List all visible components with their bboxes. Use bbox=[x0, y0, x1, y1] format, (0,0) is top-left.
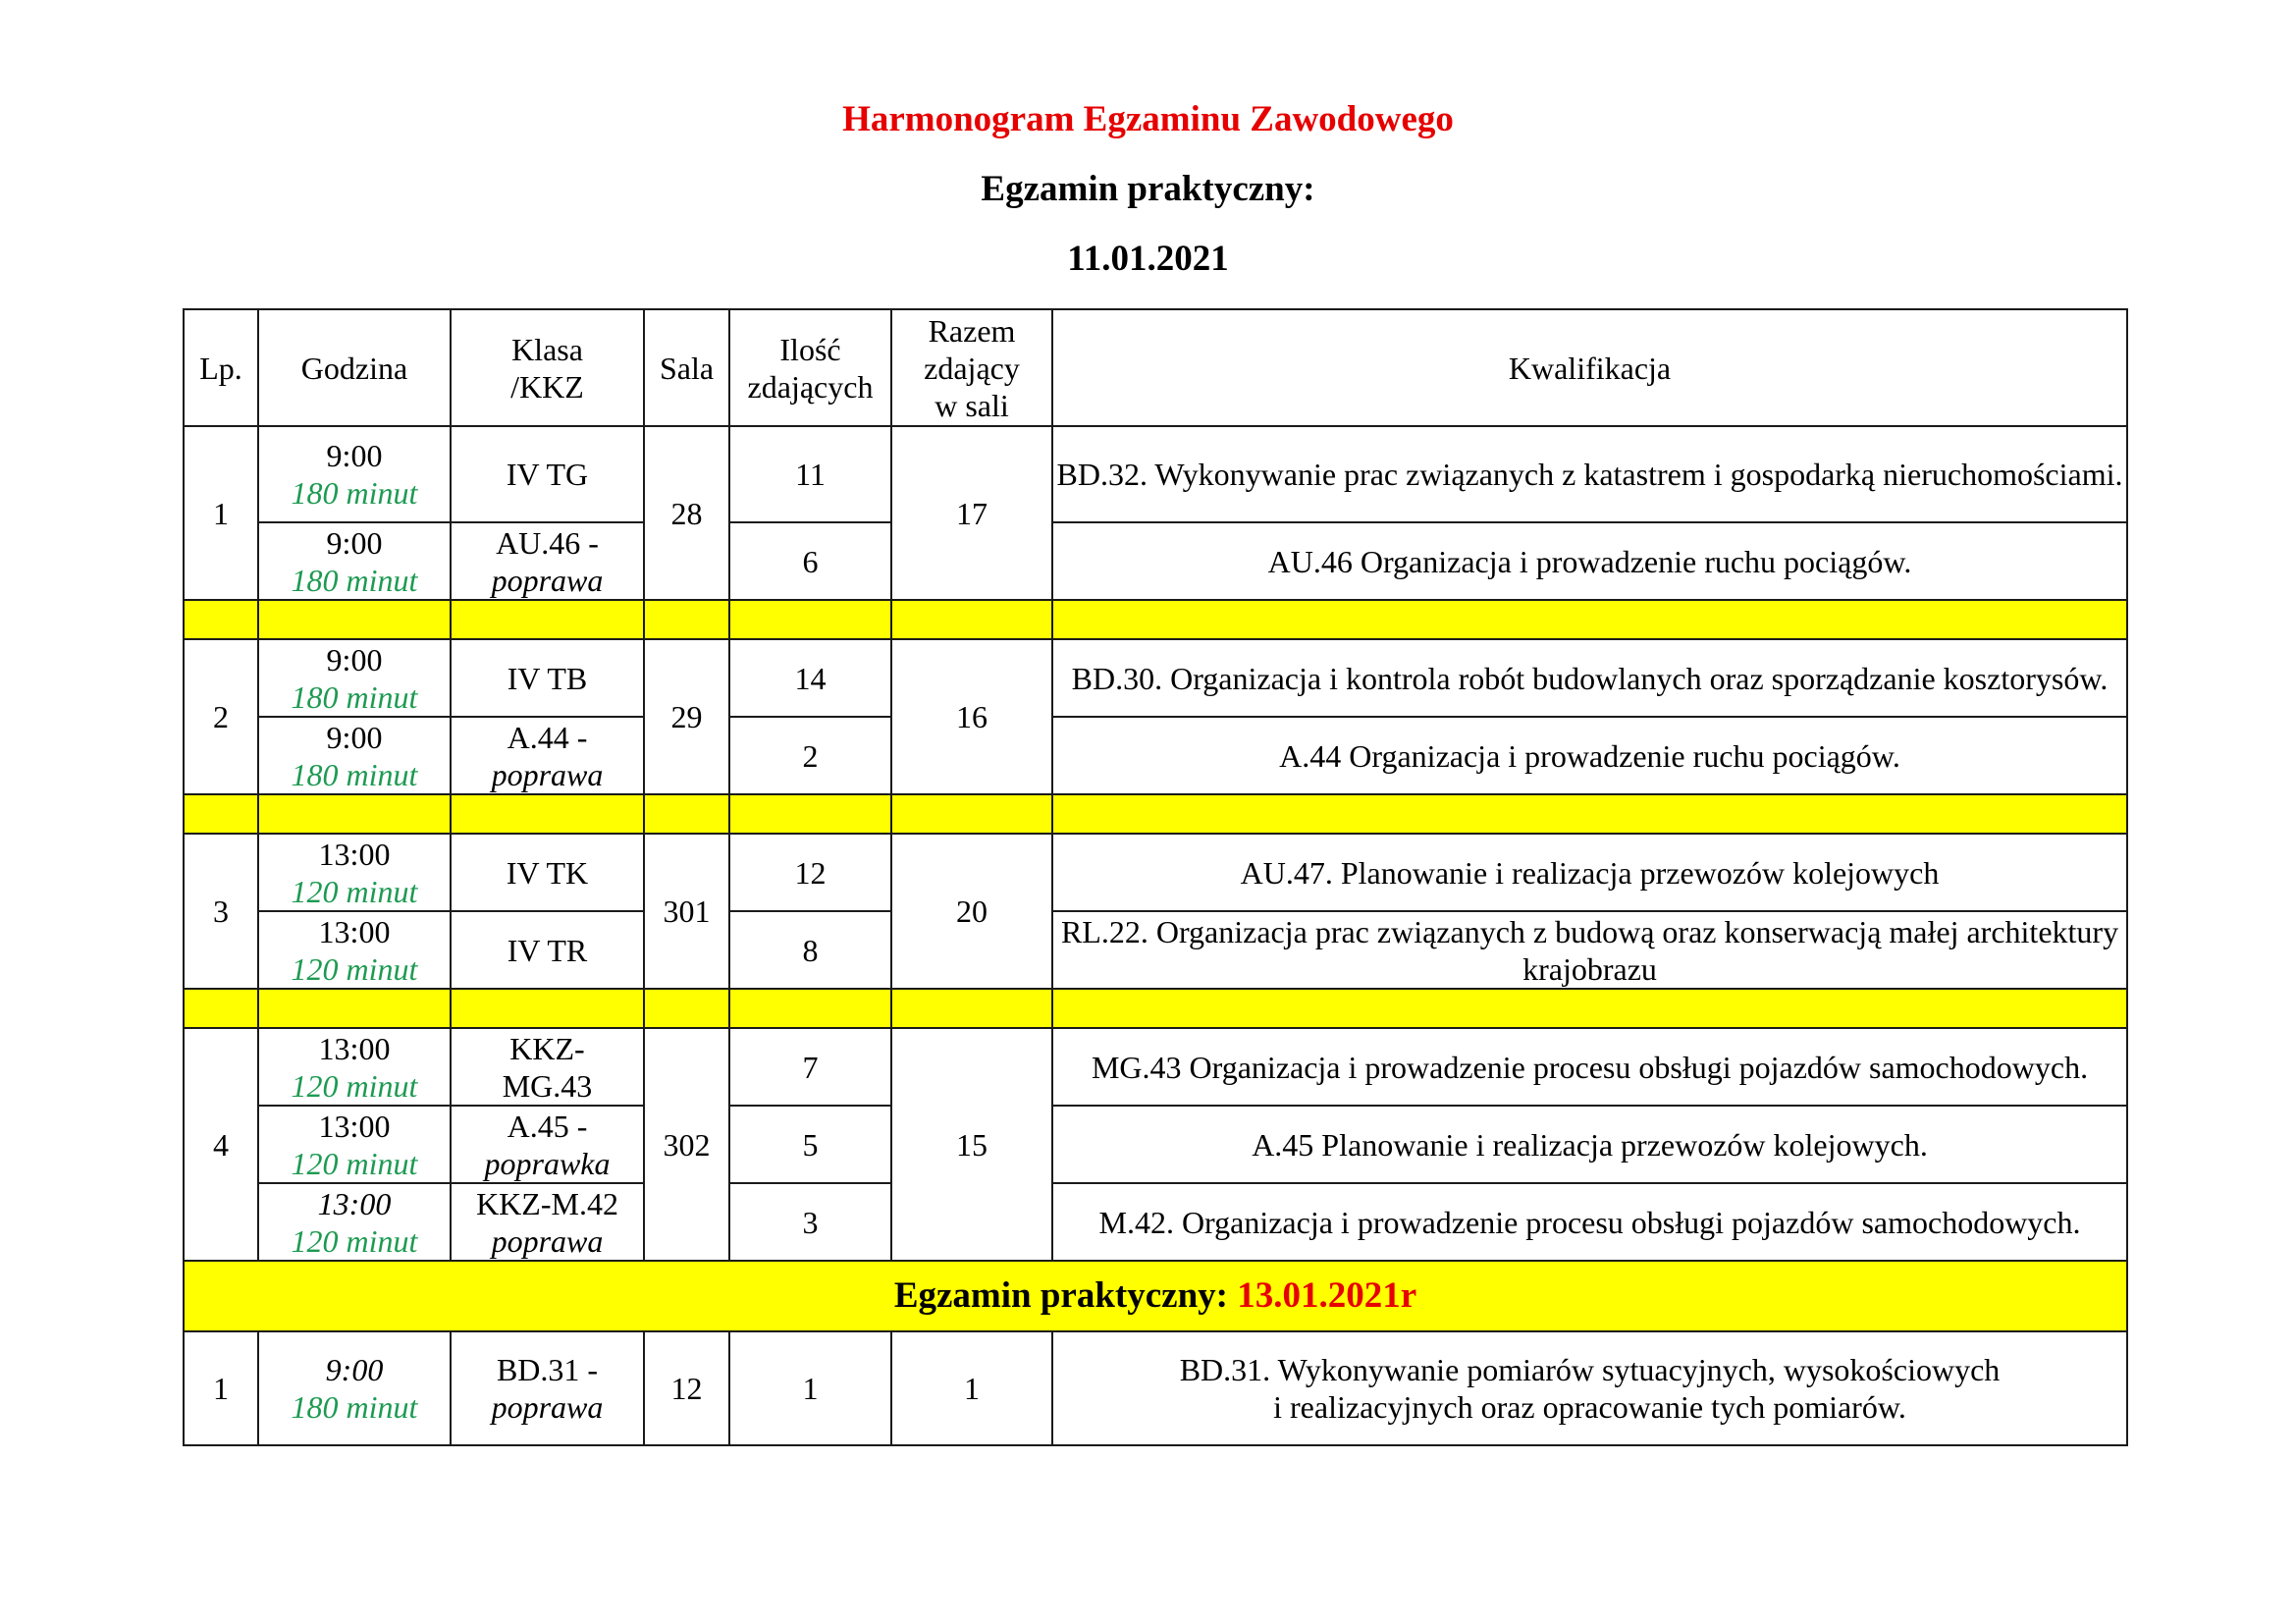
klasa-line2: MG.43 bbox=[502, 1067, 593, 1104]
ilosc-cell: 12 bbox=[729, 834, 891, 911]
klasa-line2: poprawa bbox=[491, 756, 604, 792]
col-header-klasa bbox=[451, 309, 644, 426]
ilosc-cell: 3 bbox=[729, 1183, 891, 1261]
second-exam-label: Egzamin praktyczny: bbox=[893, 1275, 1228, 1316]
ilosc-cell: 11 bbox=[729, 426, 891, 522]
separator-row bbox=[184, 794, 2127, 834]
duration: 120 minut bbox=[291, 1222, 418, 1259]
duration: 180 minut bbox=[291, 756, 418, 792]
second-exam-date: 13.01.2021r bbox=[1237, 1275, 1417, 1316]
separator-row bbox=[184, 600, 2127, 639]
col-header-godzina: Godzina bbox=[258, 309, 451, 426]
separator-row bbox=[184, 989, 2127, 1028]
klasa-cell bbox=[451, 1028, 644, 1106]
kwalifikacja-cell: M.42. Organizacja i prowadzenie procesu obsługi pojazdów samochodowych. bbox=[1052, 1183, 2127, 1261]
table-row bbox=[184, 426, 2127, 522]
time: 9:00 bbox=[326, 719, 383, 755]
ilosc-cell: 5 bbox=[729, 1106, 891, 1183]
klasa-cell bbox=[451, 834, 644, 911]
klasa-cell bbox=[451, 1106, 644, 1183]
row-razem: 1 bbox=[891, 1331, 1052, 1445]
time-cell bbox=[258, 911, 451, 989]
col-header-lp: Lp. bbox=[184, 309, 258, 426]
table-row bbox=[184, 1106, 2127, 1183]
klasa-cell bbox=[451, 639, 644, 717]
klasa-cell bbox=[451, 911, 644, 989]
schedule-table bbox=[183, 308, 2128, 1446]
klasa-line2: poprawa bbox=[491, 1389, 604, 1425]
kwalifikacja-cell: AU.46 Organizacja i prowadzenie ruchu pociągów. bbox=[1052, 522, 2127, 600]
duration: 120 minut bbox=[291, 1067, 418, 1104]
klasa-line1: BD.31 - bbox=[496, 1352, 599, 1387]
col-header-ilosc bbox=[729, 309, 891, 426]
kwalifikacja-cell: A.45 Planowanie i realizacja przewozów kolejowych. bbox=[1052, 1106, 2127, 1183]
duration: 180 minut bbox=[291, 475, 418, 511]
duration: 120 minut bbox=[291, 950, 418, 987]
col-header-razem-line2: zdający bbox=[924, 350, 1020, 386]
klasa-cell bbox=[451, 426, 644, 522]
klasa-cell bbox=[451, 522, 644, 600]
table-row bbox=[184, 1183, 2127, 1261]
time-cell bbox=[258, 639, 451, 717]
col-header-ilosc-line2: zdających bbox=[747, 368, 874, 405]
duration: 180 minut bbox=[291, 562, 418, 598]
klasa-cell bbox=[451, 1183, 644, 1261]
group-razem: 15 bbox=[891, 1028, 1052, 1261]
klasa-line2: poprawa bbox=[491, 562, 604, 598]
time-cell bbox=[258, 717, 451, 794]
group-razem: 20 bbox=[891, 834, 1052, 989]
kwalifikacja-line2: i realizacyjnych oraz opracowanie tych pomiarów. bbox=[1273, 1389, 1906, 1425]
klasa-line1: IV TB bbox=[507, 660, 588, 696]
ilosc-cell: 2 bbox=[729, 717, 891, 794]
klasa-line1: A.44 - bbox=[507, 719, 588, 755]
col-header-razem bbox=[891, 309, 1052, 426]
group-sala: 29 bbox=[644, 639, 729, 794]
kwalifikacja-cell: BD.30. Organizacja i kontrola robót budowlanych oraz sporządzanie kosztorysów. bbox=[1052, 639, 2127, 717]
group-sala: 28 bbox=[644, 426, 729, 600]
ilosc-cell: 7 bbox=[729, 1028, 891, 1106]
table-row bbox=[184, 911, 2127, 989]
ilosc-cell: 6 bbox=[729, 522, 891, 600]
col-header-klasa-line2: /KKZ bbox=[510, 368, 584, 405]
col-header-razem-line3: w sali bbox=[934, 387, 1009, 423]
col-header-sala: Sala bbox=[644, 309, 729, 426]
kwalifikacja-cell: MG.43 Organizacja i prowadzenie procesu obsługi pojazdów samochodowych. bbox=[1052, 1028, 2127, 1106]
time: 9:00 bbox=[326, 524, 383, 561]
page-subtitle: Egzamin praktyczny: bbox=[981, 169, 1315, 209]
col-header-kwalifikacja: Kwalifikacja bbox=[1052, 309, 2127, 426]
klasa-line1: IV TG bbox=[506, 457, 589, 492]
page-title: Harmonogram Egzaminu Zawodowego bbox=[842, 99, 1454, 139]
row-lp: 1 bbox=[184, 1331, 258, 1445]
klasa-cell bbox=[451, 717, 644, 794]
time: 9:00 bbox=[326, 438, 383, 473]
col-header-razem-line1: Razem bbox=[928, 312, 1016, 349]
klasa-line2: poprawka bbox=[484, 1145, 611, 1181]
table-row bbox=[184, 834, 2127, 911]
group-razem: 17 bbox=[891, 426, 1052, 600]
klasa-line1: A.45 - bbox=[507, 1108, 588, 1144]
duration: 120 minut bbox=[291, 873, 418, 909]
kwalifikacja-cell: AU.47. Planowanie i realizacja przewozów kolejowych bbox=[1052, 834, 2127, 911]
time: 13:00 bbox=[318, 1030, 391, 1066]
klasa-line1: KKZ- bbox=[509, 1030, 585, 1066]
time-cell bbox=[258, 1106, 451, 1183]
time: 9:00 bbox=[325, 1352, 384, 1387]
col-header-klasa-line1: Klasa bbox=[511, 331, 583, 367]
duration: 180 minut bbox=[291, 1389, 418, 1425]
time: 13:00 bbox=[318, 1108, 391, 1144]
time: 13:00 bbox=[318, 836, 391, 872]
ilosc-cell: 8 bbox=[729, 911, 891, 989]
group-lp: 4 bbox=[184, 1028, 258, 1261]
ilosc-cell: 1 bbox=[729, 1331, 891, 1445]
group-lp: 2 bbox=[184, 639, 258, 794]
time-cell bbox=[258, 522, 451, 600]
time-cell bbox=[258, 1028, 451, 1106]
time: 13:00 bbox=[318, 913, 391, 949]
col-header-ilosc-line1: Ilość bbox=[779, 331, 841, 367]
kwalifikacja-cell: RL.22. Organizacja prac związanych z budową oraz konserwacją małej architektury krajobrazu bbox=[1052, 911, 2127, 989]
group-razem: 16 bbox=[891, 639, 1052, 794]
table-row bbox=[184, 639, 2127, 717]
duration: 180 minut bbox=[291, 678, 418, 715]
time-cell bbox=[258, 426, 451, 522]
row-sala: 12 bbox=[644, 1331, 729, 1445]
duration: 120 minut bbox=[291, 1145, 418, 1181]
klasa-line2: poprawa bbox=[491, 1222, 604, 1259]
group-lp: 1 bbox=[184, 426, 258, 600]
kwalifikacja-cell: BD.32. Wykonywanie prac związanych z katastrem i gospodarką nieruchomościami. bbox=[1052, 426, 2127, 522]
group-lp: 3 bbox=[184, 834, 258, 989]
kwalifikacja-cell bbox=[1052, 1331, 2127, 1445]
exam-date: 11.01.2021 bbox=[1067, 239, 1229, 279]
header-row bbox=[184, 309, 2127, 426]
time: 9:00 bbox=[326, 641, 383, 677]
kwalifikacja-line1: BD.31. Wykonywanie pomiarów sytuacyjnych, wysokościowych bbox=[1179, 1352, 2001, 1387]
second-exam-banner bbox=[184, 1261, 2127, 1331]
time-cell bbox=[258, 1331, 451, 1445]
group-sala: 302 bbox=[644, 1028, 729, 1261]
klasa-line1: IV TR bbox=[507, 932, 588, 968]
klasa-line1: IV TK bbox=[506, 854, 589, 891]
time-cell bbox=[258, 1183, 451, 1261]
second-exam-banner-row bbox=[184, 1261, 2127, 1331]
table-row bbox=[184, 1331, 2127, 1445]
time: 13:00 bbox=[317, 1185, 392, 1221]
table-row bbox=[184, 522, 2127, 600]
group-sala: 301 bbox=[644, 834, 729, 989]
table-row bbox=[184, 717, 2127, 794]
time-cell bbox=[258, 834, 451, 911]
klasa-line1: AU.46 - bbox=[496, 524, 599, 561]
klasa-cell bbox=[451, 1331, 644, 1445]
klasa-line1: KKZ-M.42 bbox=[476, 1185, 618, 1221]
ilosc-cell: 14 bbox=[729, 639, 891, 717]
table-row bbox=[184, 1028, 2127, 1106]
kwalifikacja-cell: A.44 Organizacja i prowadzenie ruchu pociągów. bbox=[1052, 717, 2127, 794]
